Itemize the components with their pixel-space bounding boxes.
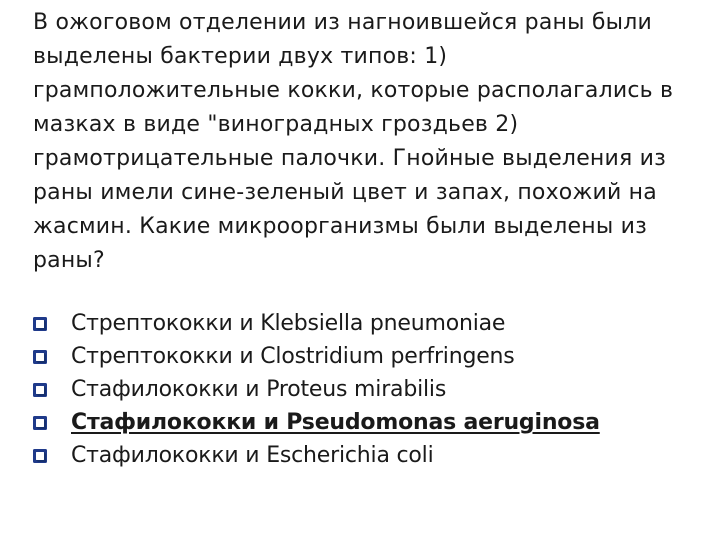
question-text: В ожоговом отделении из нагноившейся раны были выделены бактерии двух типов: 1) грамположительные кокки, которые располагались в мазках в виде "виноградных гроздьев 2) грамотрицательные палочки. Гнойные выделения из раны имели сине-зеленый цвет и запах, похожий на жасмин. Какие микроорганизмы были выделены из раны? xyxy=(33,10,674,273)
checkbox-bullet-icon xyxy=(33,383,47,397)
checkbox-bullet-icon xyxy=(33,449,47,463)
checkbox-bullet-icon xyxy=(33,350,47,364)
answer-option-3[interactable] xyxy=(33,373,600,406)
answer-option-5[interactable] xyxy=(33,439,600,472)
answer-option-label: Стафилококки и Proteus mirabilis xyxy=(71,377,447,402)
answer-option-1[interactable] xyxy=(33,307,600,340)
checkbox-bullet-icon xyxy=(33,416,47,430)
answer-option-label: Стрептококки и Clostridium perfringens xyxy=(71,344,515,369)
checkbox-bullet-icon xyxy=(33,317,47,331)
answer-option-label: Стрептококки и Klebsiella pneumoniae xyxy=(71,311,506,336)
answer-option-4-correct[interactable] xyxy=(33,406,600,439)
answer-options-list xyxy=(33,307,600,472)
answer-option-label: Стафилококки и Escherichia coli xyxy=(71,443,434,468)
answer-option-2[interactable] xyxy=(33,340,600,373)
answer-option-label: Стафилококки и Pseudomonas aeruginosa xyxy=(71,410,600,435)
